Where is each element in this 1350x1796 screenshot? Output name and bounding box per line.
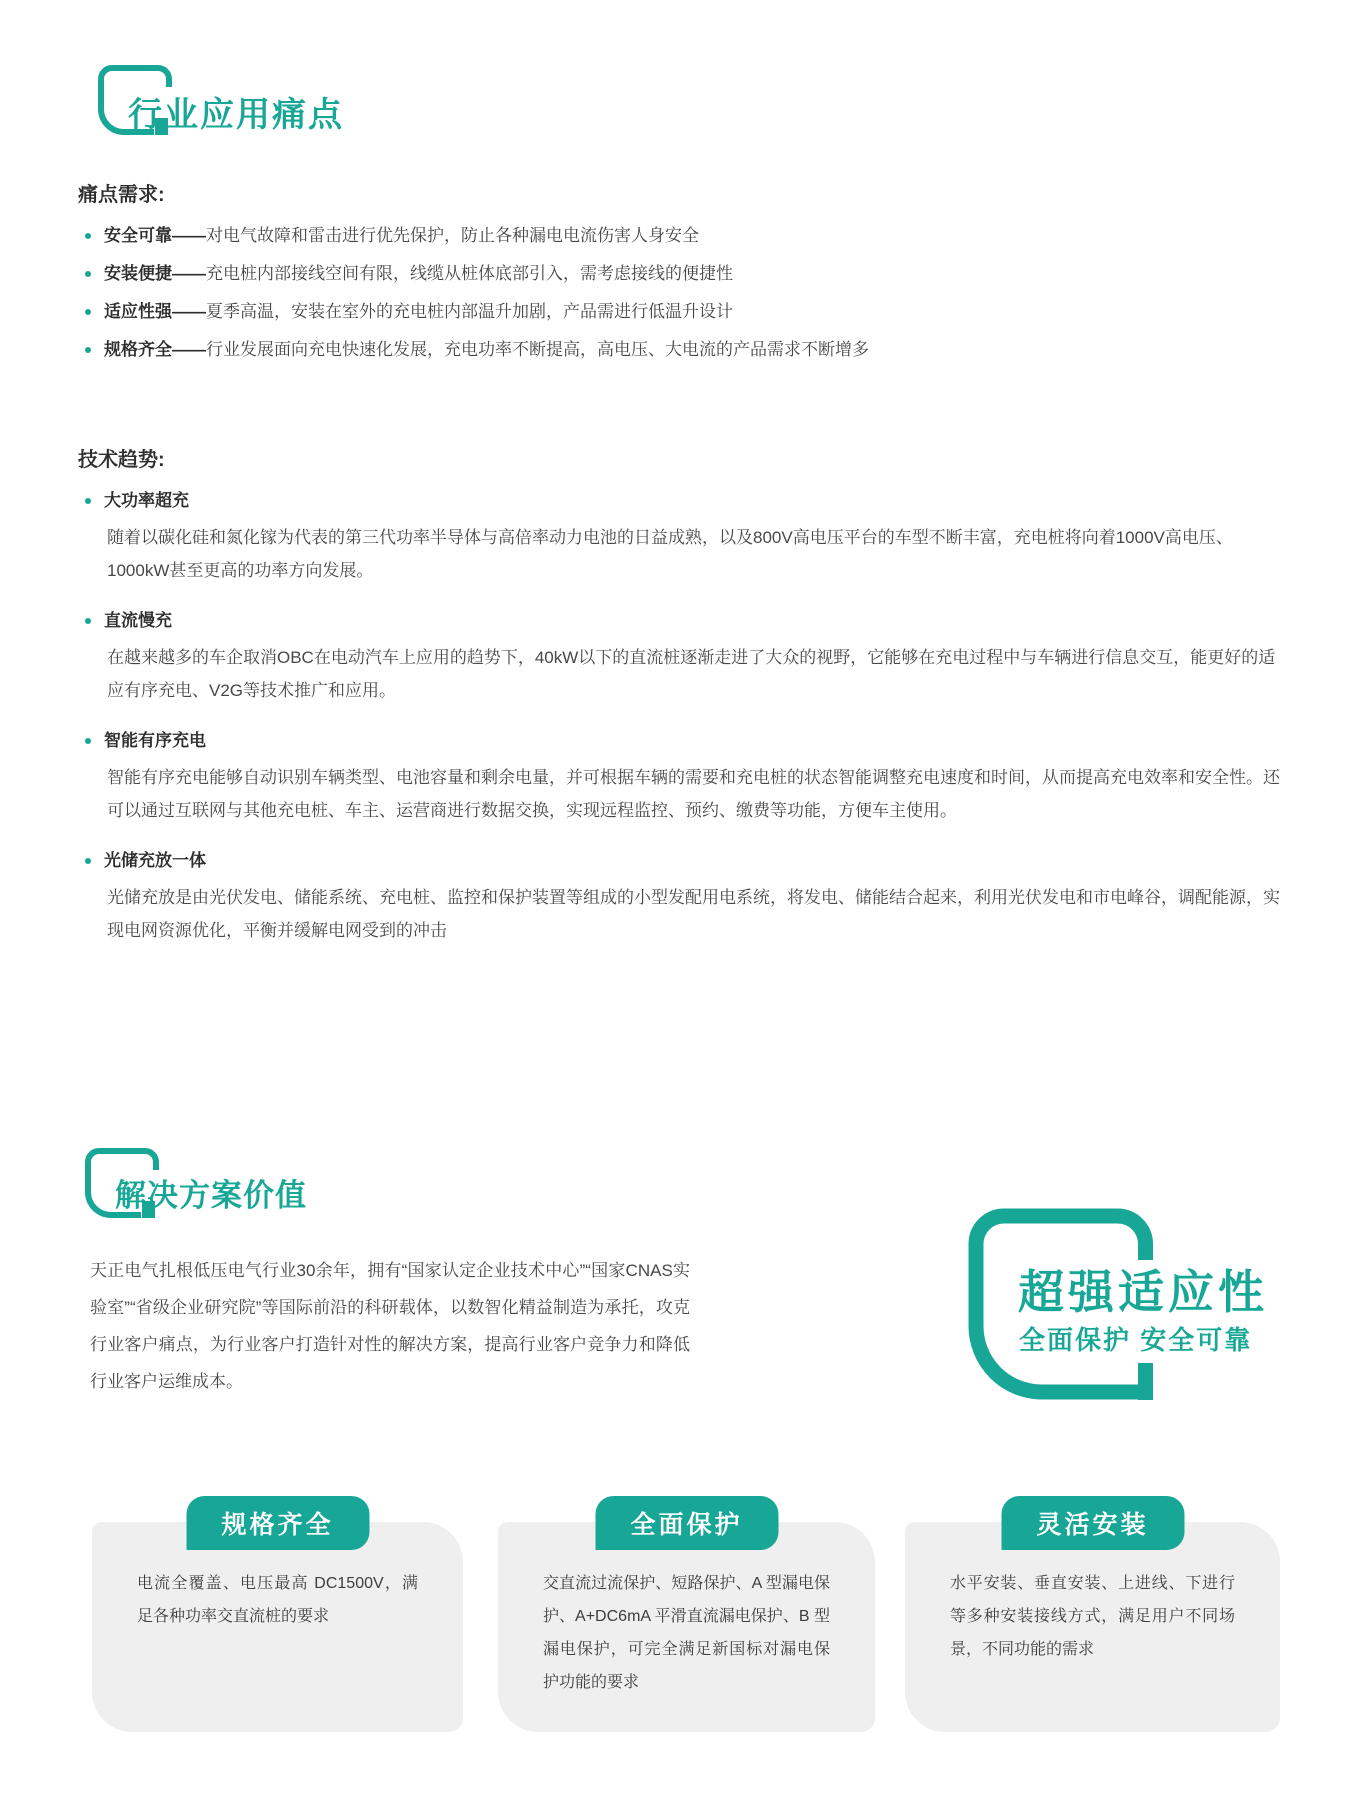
trend-body: 智能有序充电能够自动识别车辆类型、电池容量和剩余电量，并可根据车辆的需要和充电桩的状态智能调整充电速度和时间，从而提高充电效率和安全性。还可以通过互联网与其他充电桩、车主、运营商进行数据交换，实现远程监控、预约、缴费等功能，方便车主使用。 [107, 768, 1280, 820]
trends-block [78, 443, 1300, 969]
trend-body: 随着以碳化硅和氮化镓为代表的第三代功率半导体与高倍率动力电池的日益成熟，以及800V高电压平台的车型不断丰富，充电桩将向着1000V高电压、1000kW甚至更高的功率方向发展。 [107, 528, 1233, 580]
list-item [78, 262, 1300, 286]
pain-item-lead: 安全可靠—— [104, 226, 206, 245]
trend-item [78, 849, 1300, 947]
card-tab: 规格齐全 [186, 1496, 369, 1550]
solution-paragraph: 天正电气扎根低压电气行业30余年，拥有“国家认定企业技术中心”“国家CNAS实验室”“省级企业研究院”等国际前沿的科研载体，以数智化精益制造为承托，攻克行业客户痛点，为行业客户打造针对性的解决方案，提高行业客户竞争力和降低行业客户运维成本。 [90, 1261, 690, 1391]
section-header-solution-value [85, 1148, 485, 1228]
callout-title: 超强适应性 [1018, 1266, 1268, 1318]
trend-title: 光储充放一体 [78, 849, 1300, 873]
bullet-dot [85, 233, 91, 239]
pain-item-text: 夏季高温，安装在室外的充电桩内部温升加剧，产品需进行低温升设计 [206, 302, 733, 321]
pain-item-lead: 规格齐全—— [104, 340, 206, 359]
feature-card-protection [498, 1511, 875, 1732]
trend-item [78, 489, 1300, 587]
pain-item-text: 对电气故障和雷击进行优先保护，防止各种漏电电流伤害人身安全 [206, 226, 699, 245]
bullet-dot [85, 858, 91, 864]
card-tab: 全面保护 [595, 1496, 778, 1550]
feature-card-installation [905, 1511, 1280, 1732]
list-item [78, 338, 1300, 362]
bullet-dot [85, 618, 91, 624]
callout-subtitle: 全面保护 安全可靠 [1019, 1325, 1253, 1355]
section-title: 解决方案价值 [115, 1178, 307, 1213]
pain-item-lead: 安装便捷—— [104, 264, 206, 283]
pain-item-lead: 适应性强—— [104, 302, 206, 321]
feature-card-specs [92, 1511, 463, 1732]
trend-item [78, 729, 1300, 827]
bullet-dot [85, 309, 91, 315]
card-body: 电流全覆盖、电压最高 DC1500V，满足各种功率交直流桩的要求 [137, 1575, 418, 1625]
bullet-dot [85, 347, 91, 353]
trend-body: 在越来越多的车企取消OBC在电动汽车上应用的趋势下，40kW以下的直流桩逐渐走进了大众的视野，它能够在充电过程中与车辆进行信息交互，能更好的适应有序充电、V2G等技术推广和应用。 [107, 648, 1276, 700]
card-body: 水平安装、垂直安装、上进线、下进行等多种安装接线方式，满足用户不同场景，不同功能的需求 [950, 1575, 1235, 1658]
trend-body: 光储充放是由光伏发电、储能系统、充电桩、监控和保护装置等组成的小型发配用电系统，将发电、储能结合起来，利用光伏发电和市电峰谷，调配能源，实现电网资源优化，平衡并缓解电网受到的冲击 [107, 888, 1280, 940]
section-header-pain-points [98, 65, 498, 145]
bullet-dot [85, 271, 91, 277]
pain-points-heading: 痛点需求: [78, 184, 165, 206]
page-title: 行业应用痛点 [128, 96, 344, 134]
bullet-dot [85, 498, 91, 504]
pain-points-list [78, 224, 1300, 362]
card-body: 交直流过流保护、短路保护、A 型漏电保护、A+DC6mA 平滑直流漏电保护、B 型漏电保护，可完全满足新国标对漏电保护功能的要求 [543, 1575, 830, 1691]
trend-item [78, 609, 1300, 707]
trend-title: 智能有序充电 [78, 729, 1300, 753]
pain-points-block [78, 178, 1300, 376]
pain-item-text: 充电桩内部接线空间有限，线缆从桩体底部引入，需考虑接线的便捷性 [206, 264, 733, 283]
trends-heading: 技术趋势: [78, 449, 165, 471]
trend-title: 直流慢充 [78, 609, 1300, 633]
list-item [78, 224, 1300, 248]
trend-title: 大功率超充 [78, 489, 1300, 513]
pain-item-text: 行业发展面向充电快速化发展，充电功率不断提高，高电压、大电流的产品需求不断增多 [206, 340, 869, 359]
list-item [78, 300, 1300, 324]
bullet-dot [85, 738, 91, 744]
card-tab: 灵活安装 [1001, 1496, 1184, 1550]
adaptability-callout [968, 1208, 1308, 1408]
